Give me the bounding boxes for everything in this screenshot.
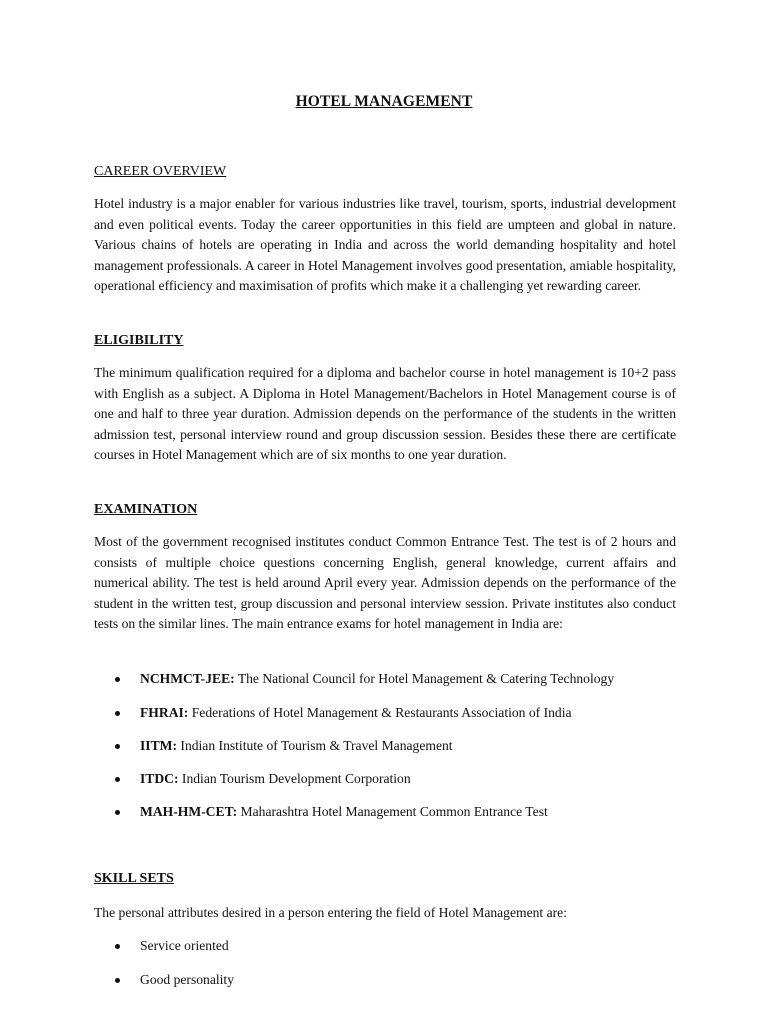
paragraph-examination: Most of the government recognised institutes conduct Common Entrance Test. The test is of 2 hours and consists of multiple choice questions concerning English, general knowledge, current affairs and numerical ability. The test is held around April every year. Admission depends on the performance of the student in the written test, group discussion and personal interview session. Private institutes also conduct tests on the similar lines. The main entrance exams for hotel management in India are: xyxy=(94,534,676,632)
heading-eligibility: ELIGIBILITY xyxy=(94,333,184,348)
exam-name: Maharashtra Hotel Management Common Entrance Test xyxy=(237,804,548,819)
bullet-icon xyxy=(115,711,120,716)
bullet-icon xyxy=(115,810,120,815)
page-title: HOTEL MANAGEMENT xyxy=(295,93,473,110)
exam-abbreviation: ITDC: xyxy=(140,771,179,786)
skill-label: Service oriented xyxy=(140,938,229,953)
bullet-icon xyxy=(115,777,120,782)
exam-name: The National Council for Hotel Management & Catering Technology xyxy=(234,671,615,686)
bullet-icon xyxy=(115,944,120,949)
bullet-icon xyxy=(115,978,120,983)
exam-abbreviation: NCHMCT-JEE: xyxy=(140,671,235,686)
bullet-icon xyxy=(115,744,120,749)
heading-skill-sets: SKILL SETS xyxy=(94,871,174,886)
exam-abbreviation: FHRAI: xyxy=(140,705,189,720)
heading-career-overview: CAREER OVERVIEW xyxy=(94,164,227,179)
paragraph-career-overview: Hotel industry is a major enabler for various industries like travel, tourism, sports, industrial development and even political events. Today the career opportunities in this field are umpteen and global in nature. Various chains of hotels are operating in India and across the world demanding hospitality and hotel management professionals. A career in Hotel Management involves good presentation, amiable hospitality, operational efficiency and maximisation of profits which make it a challenging yet rewarding career. xyxy=(94,196,676,294)
skill-label: Good personality xyxy=(140,972,235,987)
bullet-icon xyxy=(115,677,120,682)
exam-abbreviation: MAH-HM-CET: xyxy=(140,804,238,819)
exam-name: Indian Institute of Tourism & Travel Management xyxy=(177,738,453,753)
exam-name: Indian Tourism Development Corporation xyxy=(178,771,411,786)
paragraph-skill-sets: The personal attributes desired in a person entering the field of Hotel Management are: xyxy=(94,905,567,920)
exam-abbreviation: IITM: xyxy=(140,738,178,753)
heading-examination: EXAMINATION xyxy=(94,502,198,517)
exam-name: Federations of Hotel Management & Restaurants Association of India xyxy=(188,705,572,720)
paragraph-eligibility: The minimum qualification required for a diploma and bachelor course in hotel management is 10+2 pass with English as a subject. A Diploma in Hotel Management/Bachelors in Hotel Management course is of one and half to three year duration. Admission depends on the performance of the students in the written admission test, personal interview round and group discussion session. Besides these there are certificate courses in Hotel Management which are of six months to one year duration. xyxy=(94,365,676,463)
